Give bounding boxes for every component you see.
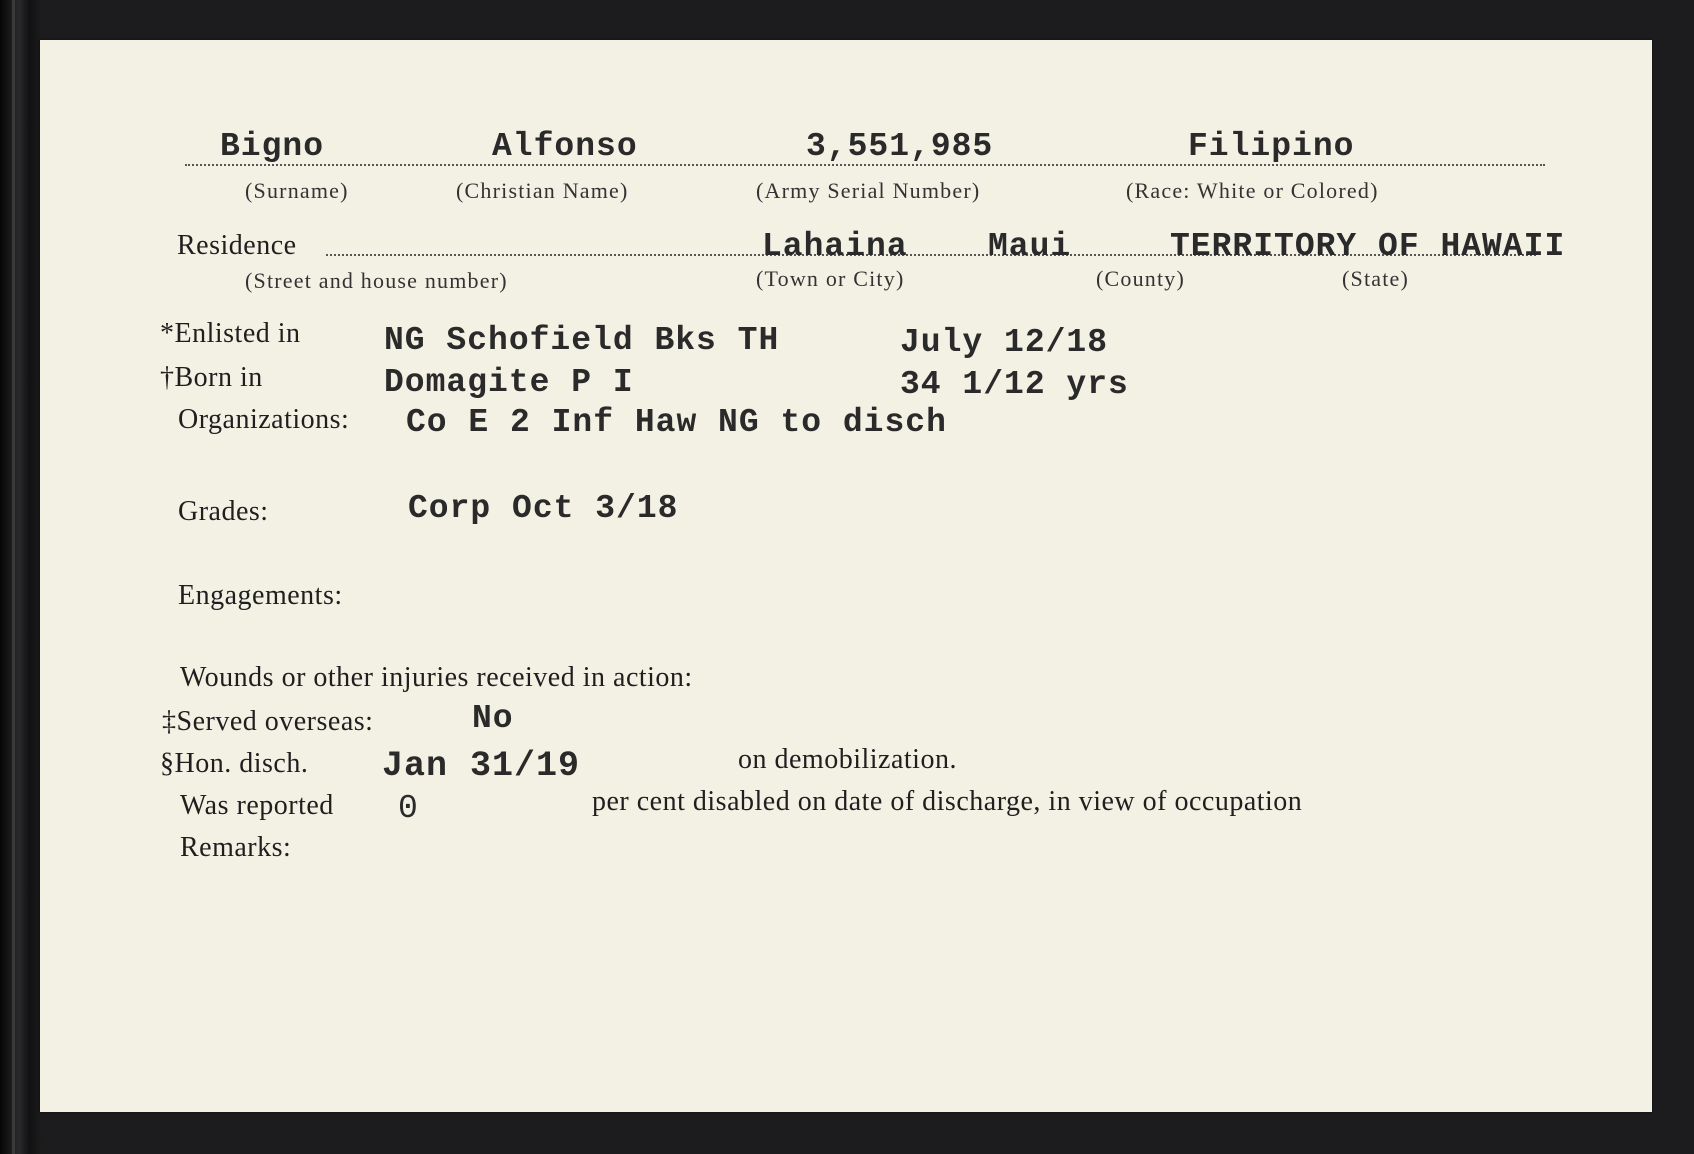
born-place-value: Domagite P I bbox=[384, 364, 634, 401]
disability-label: Was reported bbox=[180, 790, 334, 821]
discharge-suffix: on demobilization. bbox=[738, 744, 957, 775]
residence-state-value: TERRITORY OF HAWAII bbox=[1170, 228, 1566, 265]
born-age-value: 34 1/12 yrs bbox=[900, 366, 1129, 403]
town-caption: (Town or City) bbox=[756, 266, 905, 291]
served-overseas-label: ‡Served overseas: bbox=[162, 706, 374, 737]
disability-value: 0 bbox=[398, 790, 419, 827]
served-overseas-value: No bbox=[472, 700, 514, 737]
state-caption: (State) bbox=[1342, 266, 1410, 291]
binder-line bbox=[12, 0, 15, 1154]
county-caption: (County) bbox=[1096, 266, 1186, 291]
disability-suffix: per cent disabled on date of discharge, in view of occupation bbox=[592, 786, 1303, 817]
grades-value: Corp Oct 3/18 bbox=[408, 490, 679, 527]
organizations-value: Co E 2 Inf Haw NG to disch bbox=[406, 404, 947, 441]
born-label: †Born in bbox=[160, 362, 263, 393]
christian-name-value: Alfonso bbox=[492, 128, 638, 165]
grades-label: Grades: bbox=[178, 496, 269, 527]
residence-label: Residence bbox=[177, 230, 297, 261]
enlisted-date-value: July 12/18 bbox=[900, 324, 1109, 361]
serial-number-caption: (Army Serial Number) bbox=[756, 178, 981, 203]
enlisted-place-value: NG Schofield Bks TH bbox=[384, 322, 780, 359]
residence-county-value: Maui bbox=[988, 228, 1072, 265]
organizations-label: Organizations: bbox=[178, 404, 350, 435]
race-value: Filipino bbox=[1188, 128, 1355, 165]
service-record-card bbox=[40, 40, 1652, 1112]
street-caption: (Street and house number) bbox=[245, 268, 508, 293]
christian-name-caption: (Christian Name) bbox=[456, 178, 629, 203]
race-caption: (Race: White or Colored) bbox=[1126, 178, 1379, 203]
serial-number-value: 3,551,985 bbox=[806, 128, 994, 165]
discharge-date-value: Jan 31/19 bbox=[382, 746, 581, 786]
surname-value: Bigno bbox=[220, 128, 325, 165]
residence-town-value: Lahaina bbox=[762, 228, 908, 265]
binder-edge bbox=[0, 0, 42, 1154]
wounds-label: Wounds or other injuries received in action: bbox=[180, 662, 693, 693]
discharge-label: §Hon. disch. bbox=[160, 748, 309, 779]
remarks-label: Remarks: bbox=[180, 832, 292, 863]
surname-caption: (Surname) bbox=[245, 178, 349, 203]
enlisted-label: *Enlisted in bbox=[160, 318, 301, 349]
engagements-label: Engagements: bbox=[178, 580, 343, 611]
